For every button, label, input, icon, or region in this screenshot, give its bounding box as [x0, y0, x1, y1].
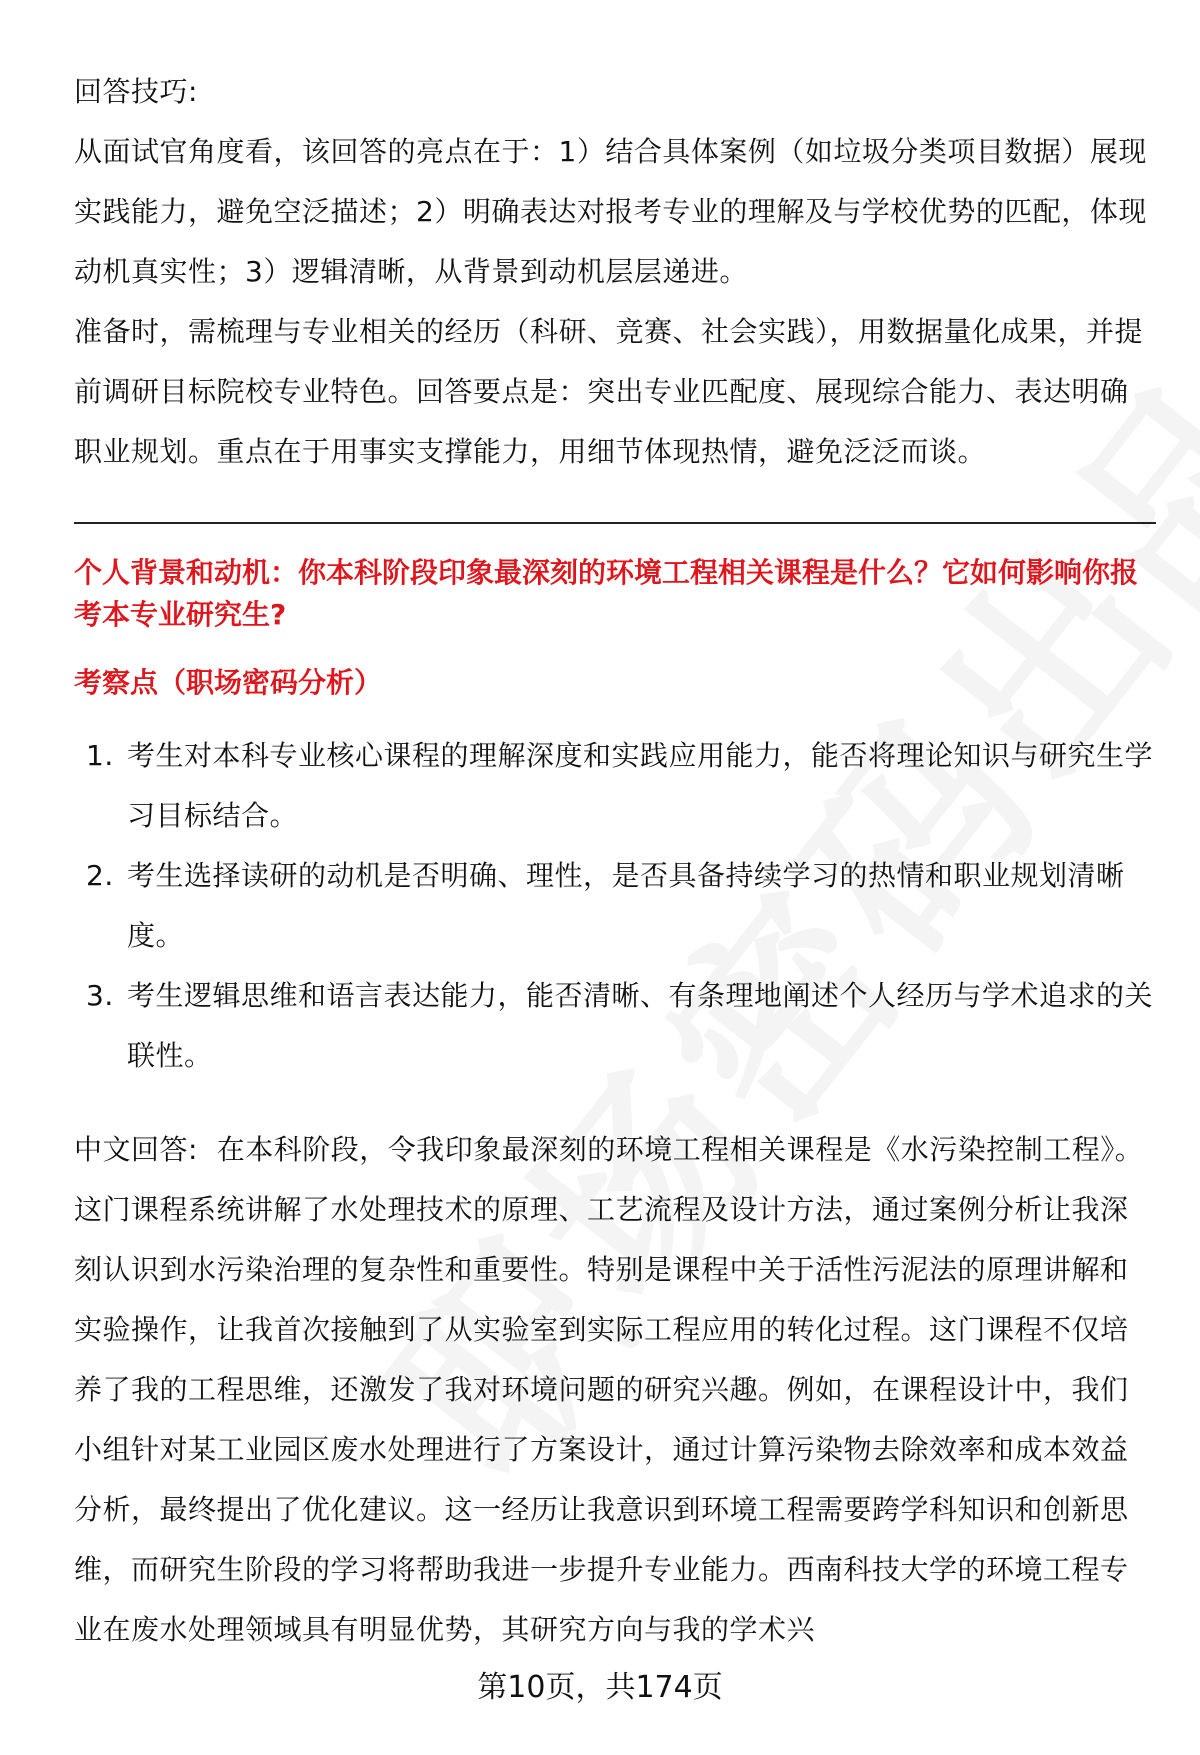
tips-label: 回答技巧: [74, 75, 198, 108]
section-divider [74, 522, 1156, 524]
answer-label: 中文回答: [74, 1133, 198, 1166]
list-item-number: 3. [86, 979, 114, 1012]
page-content [74, 62, 1154, 1660]
answer-text: 在本科阶段，令我印象最深刻的环境工程相关课程是《水污染控制工程》。这门课程系统讲解了水处理技术的原理、工艺流程及设计方法，通过案例分析让我深刻认识到水污染治理的复杂性和重要性。特别是课程中关于活性污泥法的原理讲解和实验操作，让我首次接触到了从实验室到实际工程应用的转化过程。这门课程不仅培养了我的工程思维，还激发了我对环境问题的研究兴趣。例如，在课程设计中，我们小组针对某工业园区废水处理进行了方案设计，通过计算污染物去除效率和成本效益分析，最终提出了优化建议。这一经历让我意识到环境工程需要跨学科知识和创新思维，而研究生阶段的学习将帮助我进一步提升专业能力。西南科技大学的环境工程专业在废水处理领域具有明显优势，其研究方向与我的学术兴 [74, 1133, 1144, 1646]
list-item [74, 846, 1154, 966]
list-item-text: 考生对本科专业核心课程的理解深度和实践应用能力，能否将理论知识与研究生学习目标结合。 [127, 739, 1154, 832]
list-item [74, 966, 1154, 1086]
list-item-text: 考生选择读研的动机是否明确、理性，是否具备持续学习的热情和职业规划清晰度。 [127, 859, 1125, 952]
list-item [74, 726, 1154, 846]
list-item-number: 1. [86, 739, 114, 772]
question-heading: 个人背景和动机：你本科阶段印象最深刻的环境工程相关课程是什么？它如何影响你报考本专业研究生? [74, 556, 1139, 631]
page-number: 第10页，共174页 [477, 1670, 723, 1705]
points-list [74, 726, 1154, 1086]
tips-paragraph-2: 准备时，需梳理与专业相关的经历（科研、竞赛、社会实践），用数据量化成果，并提前调研目标院校专业特色。回答要点是：突出专业匹配度、展现综合能力、表达明确职业规划。重点在于用事实支撑能力，用细节体现热情，避免泛泛而谈。 [74, 315, 1144, 468]
list-item-text: 考生逻辑思维和语言表达能力，能否清晰、有条理地阐述个人经历与学术追求的关联性。 [127, 979, 1154, 1072]
answer-paragraph [74, 1120, 1154, 1660]
list-item-number: 2. [86, 859, 114, 892]
section-title: 考察点（职场密码分析） [74, 666, 383, 699]
tips-paragraph-1: 从面试官角度看，该回答的亮点在于：1）结合具体案例（如垃圾分类项目数据）展现实践能力，避免空泛描述；2）明确表达对报考专业的理解及与学校优势的匹配，体现动机真实性；3）逻辑清晰，从背景到动机层层递进。 [74, 135, 1147, 288]
